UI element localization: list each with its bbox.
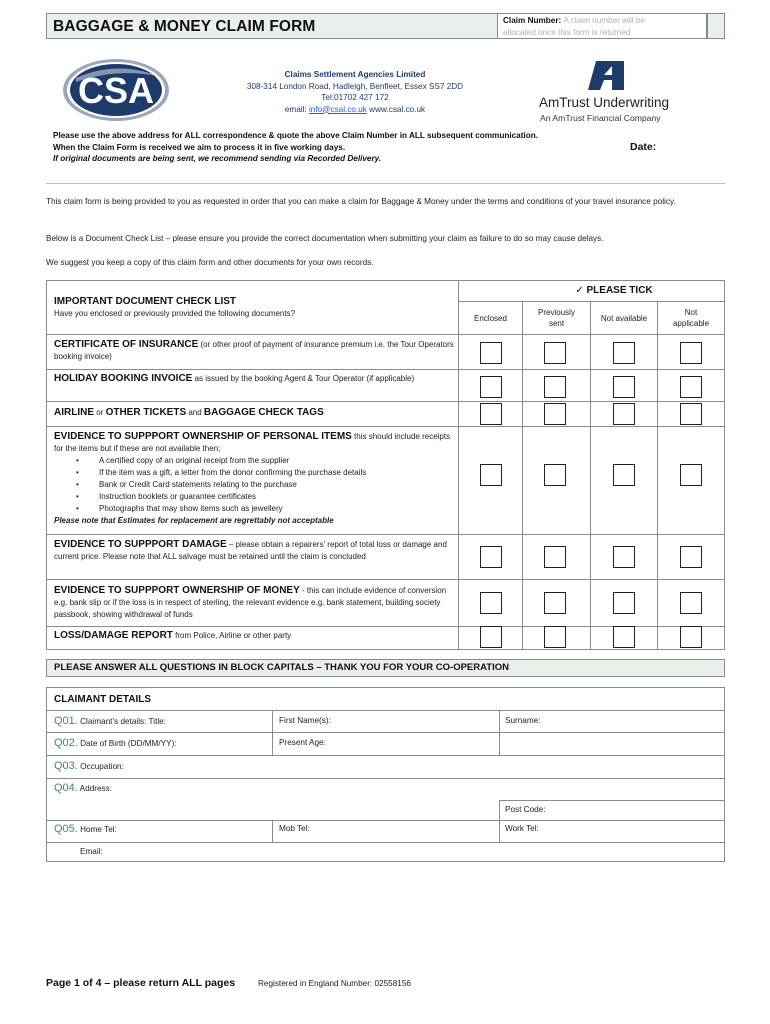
estimates-note: Please note that Estimates for replacement are regrettably not acceptable (54, 516, 334, 525)
tick-airline-not-applicable[interactable] (680, 403, 702, 425)
tick-report-enclosed[interactable] (480, 626, 502, 648)
tick-booking-previously-sent[interactable] (544, 376, 566, 398)
csa-website: www.csal.co.uk (369, 104, 426, 114)
correspondence-notice: Please use the above address for ALL correspondence & quote the above Claim Number in ALL subsequent communication. When the Claim Form is received we aim to process it in five working days. If original documents are being sent, we recommend sending via Recorded Delivery. (53, 131, 538, 163)
email-field[interactable]: Email: (80, 847, 103, 856)
claimant-details-section (46, 687, 725, 862)
amtrust-name: AmTrust Underwriting (539, 95, 670, 110)
csa-tel: Tel:01702 427 172 (321, 93, 389, 102)
csa-address: 308-314 London Road, Hadleigh, Benfleet, Essex SS7 2DD (246, 81, 464, 91)
row-ownership-personal-items: EVIDENCE TO SUPPPORT OWNERSHIP OF PERSONAL ITEMS this should include receipts for the items but if these are not available then; • A certified copy of an original receipt from the supplier • If the item was a gift, a letter from the donor confirming the purchase details • Bank or Credit Card statements relating to the purchase • Instruction booklets or guarantee certificates • Photographs that may show items such as jewellery Please note that Estimates for replacement are regrettably not acceptable (54, 431, 454, 527)
post-code-field[interactable]: Post Code: (505, 805, 546, 814)
csa-email-label: email: (284, 104, 307, 114)
claim-number-label: Claim Number: (503, 16, 562, 25)
tick-certificate-not-applicable[interactable] (680, 342, 702, 364)
tick-damage-not-applicable[interactable] (680, 546, 702, 568)
tick-personal-items-previously-sent[interactable] (544, 464, 566, 486)
tick-certificate-enclosed[interactable] (480, 342, 502, 364)
tick-booking-not-applicable[interactable] (680, 376, 702, 398)
csa-logo (62, 58, 170, 122)
header-corner-box (707, 13, 725, 39)
document-check-list (46, 280, 725, 650)
form-title-box (46, 13, 498, 39)
q03-occupation-field[interactable]: Q03. Occupation: (54, 760, 124, 772)
claim-number-placeholder-2: allocated once this form is returned (503, 28, 631, 37)
tick-booking-not-available[interactable] (613, 376, 635, 398)
tick-airline-previously-sent[interactable] (544, 403, 566, 425)
q01-title-field[interactable]: Q01. Claimant’s details: Title: (54, 715, 166, 727)
tick-certificate-not-available[interactable] (613, 342, 635, 364)
tick-damage-enclosed[interactable] (480, 546, 502, 568)
csa-logo-text: CSA (77, 70, 155, 111)
present-age-field[interactable]: Present Age: (279, 738, 326, 747)
tick-certificate-previously-sent[interactable] (544, 342, 566, 364)
tick-money-not-applicable[interactable] (680, 592, 702, 614)
checklist-title: IMPORTANT DOCUMENT CHECK LIST (54, 296, 237, 307)
date-label: Date: (630, 141, 657, 153)
tick-airline-enclosed[interactable] (480, 403, 502, 425)
row-ownership-money: EVIDENCE TO SUPPPORT OWNERSHIP OF MONEY - this can include evidence of conversion e.g. bank slip or if the loss is in respect of sterling, the relevant evidence e.g. bank statement, building society passbook, showing withdrawal of funds (54, 585, 447, 619)
row-airline-tickets: AIRLINE or OTHER TICKETS and BAGGAGE CHECK TAGS (54, 407, 324, 418)
col-enclosed: Enclosed (474, 314, 507, 323)
q05-home-tel-field[interactable]: Q05. Home Tel: (54, 823, 117, 835)
claim-number-placeholder: A claim number will be (563, 16, 645, 25)
amtrust-subtitle: An AmTrust Financial Company (540, 113, 661, 123)
csa-company-name: Claims Settlement Agencies Limited (284, 70, 426, 79)
work-tel-field[interactable]: Work Tel: (505, 824, 539, 833)
tick-booking-enclosed[interactable] (480, 376, 502, 398)
intro-paragraph-2: Below is a Document Check List – please ensure you provide the correct documentation when submitting your claim as failure to do so may cause delays. (46, 234, 604, 243)
tick-icon: ✓ (575, 285, 584, 296)
tick-personal-items-not-available[interactable] (613, 464, 635, 486)
banner-text: PLEASE ANSWER ALL QUESTIONS IN BLOCK CAPITALS – THANK YOU FOR YOUR CO-OPERATION (54, 662, 509, 673)
tick-money-not-available[interactable] (613, 592, 635, 614)
claimant-details-title: CLAIMANT DETAILS (54, 694, 152, 705)
block-capitals-banner (46, 659, 725, 677)
page-footer: Page 1 of 4 – please return ALL pages (46, 977, 236, 989)
tick-damage-not-available[interactable] (613, 546, 635, 568)
personal-items-bullet-list: • A certified copy of an original receipt from the supplier • If the item was a gift, a letter from the donor confirming the purchase details • Bank or Credit Card statements relating to the purchase • Instruction booklets or guarantee certificates • Photographs that may show items such as jewellery (54, 455, 454, 515)
surname-field[interactable]: Surname: (505, 716, 541, 725)
please-tick-header: ✓ PLEASE TICK (575, 285, 653, 296)
mob-tel-field[interactable]: Mob Tel: (279, 824, 310, 833)
intro-paragraph-1: This claim form is being provided to you as requested in order that you can make a claim for Baggage & Money under the terms and conditions of your travel insurance policy. (46, 197, 676, 206)
col-not-applicable: Not applicable (672, 308, 710, 328)
row-certificate-of-insurance: CERTIFICATE OF INSURANCE (or other proof of payment of insurance premium i.e. the Tour Operators booking invoice) (54, 339, 454, 361)
csa-email-link[interactable]: info@csal.co.uk (308, 104, 367, 114)
first-name-field[interactable]: First Name(s): (279, 716, 331, 725)
tick-personal-items-enclosed[interactable] (480, 464, 502, 486)
tick-report-not-applicable[interactable] (680, 626, 702, 648)
tick-personal-items-not-applicable[interactable] (680, 464, 702, 486)
col-not-available: Not available (600, 314, 648, 323)
tick-damage-previously-sent[interactable] (544, 546, 566, 568)
tick-report-previously-sent[interactable] (544, 626, 566, 648)
intro-paragraph-3: We suggest you keep a copy of this claim form and other documents for your own records. (46, 258, 374, 267)
q04-address-field[interactable]: Q04. Address: (54, 782, 112, 794)
form-title: BAGGAGE & MONEY CLAIM FORM (53, 18, 316, 35)
col-previously-sent: Previously sent (538, 308, 575, 328)
csa-address-block (210, 69, 500, 115)
q02-dob-field[interactable]: Q02. Date of Birth (DD/MM/YY): (54, 737, 177, 749)
tick-money-previously-sent[interactable] (544, 592, 566, 614)
row-evidence-damage: EVIDENCE TO SUPPPORT DAMAGE – please obtain a repairers’ report of total loss or damage and current price. Please note that ALL salvage must be retained until the claim is concluded (54, 539, 447, 561)
tick-report-not-available[interactable] (613, 626, 635, 648)
tick-money-enclosed[interactable] (480, 592, 502, 614)
registration-number: Registered in England Number: 02558156 (258, 979, 411, 988)
tick-airline-not-available[interactable] (613, 403, 635, 425)
claim-number-field[interactable] (498, 13, 707, 39)
row-loss-damage-report: LOSS/DAMAGE REPORT from Police, Airline or other party (54, 630, 292, 641)
checklist-subtitle: Have you enclosed or previously provided the following documents? (54, 309, 296, 318)
row-holiday-booking-invoice: HOLIDAY BOOKING INVOICE as issued by the booking Agent & Tour Operator (if applicable) (54, 373, 415, 384)
header-divider (46, 183, 725, 184)
